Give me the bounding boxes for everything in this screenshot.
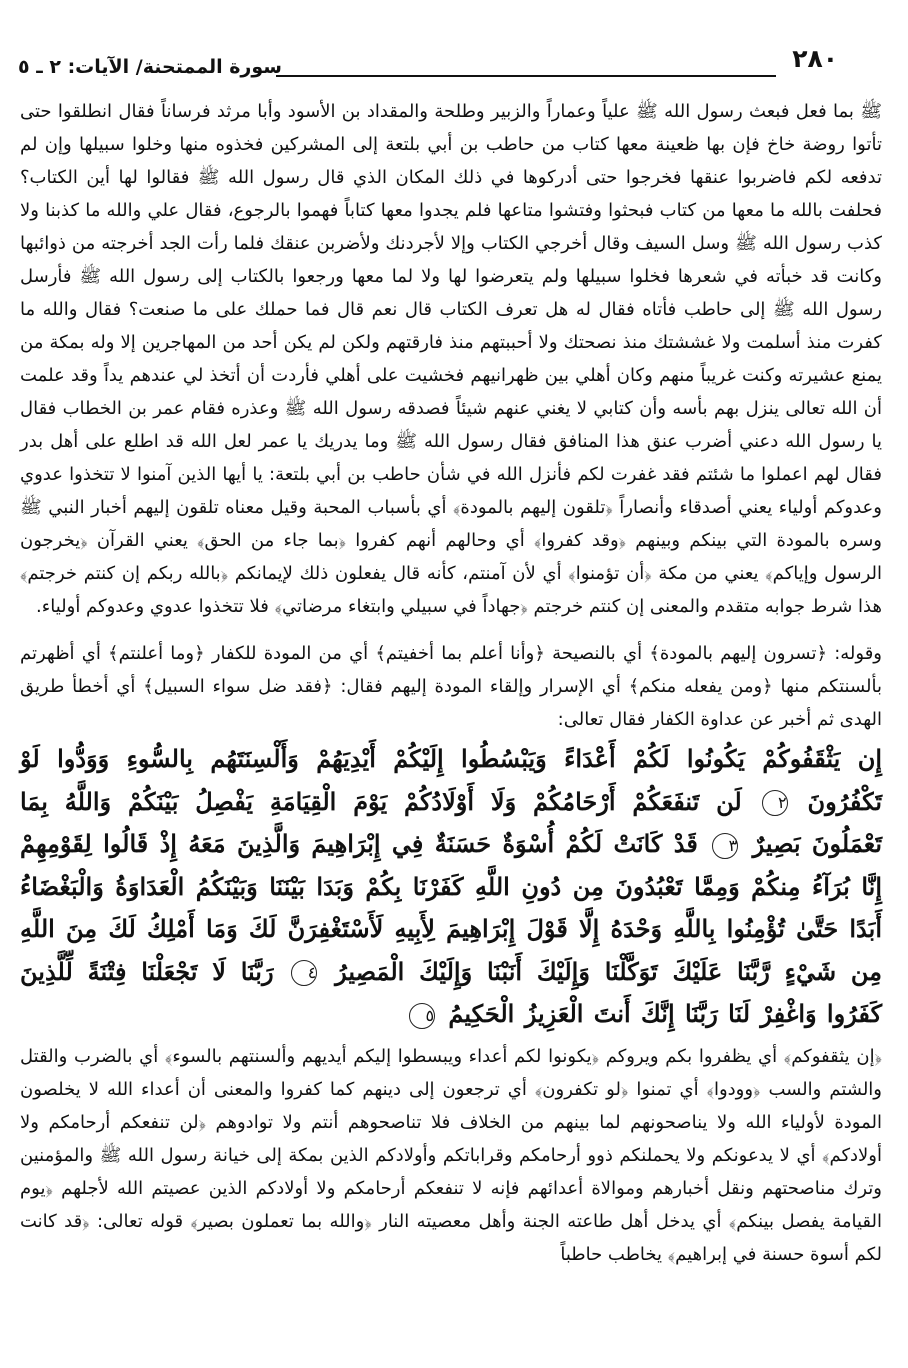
verse-number-marker: ٢	[762, 790, 788, 816]
quran-verse-2: إِن يَثْقَفُوكُمْ يَكُونُوا لَكُمْ أَعْدَاءً وَيَبْسُطُوا إِلَيْكُمْ أَيْدِيَهُمْ وَأَلْسِنَتَهُم بِالسُّوءِ وَوَدُّوا لَوْ تَكْفُرُونَ	[20, 744, 882, 816]
commentary-paragraph-3: ﴿إن يثقفوكم﴾ أي يظفروا بكم ويروكم ﴿يكونوا لكم أعداء ويبسطوا إليكم أيديهم وألسنتهم بالسوء﴾ أي بالضرب والقتل والشتم والسب ﴿وودوا﴾ أي تمنوا ﴿لو تكفرون﴾ أي ترجعون إلى دينهم كما كفروا والمعنى أن أعداء الله لا يخلصون المودة لأولياء الله ولا يناصحونهم لما بينهم من الخلاف فلا تناصحوهم أنتم ولا توادوهم ﴿لن تنفعكم أرحامكم ولا أولادكم﴾ أي لا يدعونكم ولا يحملنكم ذوو أرحامكم وقراباتكم وأولادكم الذين بمكة إلى خيانة رسول الله ﷺ والمؤمنين وترك مناصحتهم ونقل أخبارهم وموالاة أعدائهم فإنه لا تنفعكم أرحامكم ولا أولادكم الذين عصيتم الله لأجلهم ﴿يوم القيامة يفصل بينكم﴾ أي يدخل أهل طاعته الجنة وأهل معصيته النار ﴿والله بما تعملون بصير﴾ قوله تعالى: ﴿قد كانت لكم أسوة حسنة في إبراهيم﴾ يخاطب حاطباً	[20, 1045, 882, 1265]
quran-verse-4: قَدْ كَانَتْ لَكُمْ أُسْوَةٌ حَسَنَةٌ فِي إِبْرَاهِيمَ وَالَّذِينَ مَعَهُ إِذْ قَالُوا لِقَوْمِهِمْ إِنَّا بُرَآءُ مِنكُمْ وَمِمَّا تَعْبُدُونَ مِن دُونِ اللَّهِ كَفَرْنَا بِكُمْ وَبَدَا بَيْنَنَا وَبَيْنَكُمُ الْعَدَاوَةُ وَالْبَغْضَاءُ أَبَدًا حَتَّىٰ تُؤْمِنُوا بِاللَّهِ وَحْدَهُ إِلَّا قَوْلَ إِبْرَاهِيمَ لِأَبِيهِ لَأَسْتَغْفِرَنَّ لَكَ وَمَا أَمْلِكُ لَكَ مِنَ اللَّهِ مِن شَيْءٍ رَّبَّنَا عَلَيْكَ تَوَكَّلْنَا وَإِلَيْكَ أَنَبْنَا وَإِلَيْكَ الْمَصِيرُ	[20, 829, 882, 986]
paragraph-gap	[20, 623, 882, 637]
page-number: ٢٨٠	[792, 44, 838, 73]
quran-verse-5: رَبَّنَا لَا تَجْعَلْنَا فِتْنَةً لِّلَّذِينَ كَفَرُوا وَاغْفِرْ لَنَا رَبَّنَا إِنَّكَ أَنتَ الْعَزِيزُ الْحَكِيمُ	[20, 956, 882, 1028]
header-rule	[276, 75, 776, 77]
verse-number-marker: ٥	[409, 1003, 435, 1029]
quran-verses-block	[20, 736, 882, 1040]
verse-number-marker: ٤	[291, 960, 317, 986]
verse-number-marker: ٣	[712, 833, 738, 859]
quran-verse-3: لَن تَنفَعَكُمْ أَرْحَامُكُمْ وَلَا أَوْلَادُكُمْ يَوْمَ الْقِيَامَةِ يَفْصِلُ بَيْنَكُمْ وَاللَّهُ بِمَا تَعْمَلُونَ بَصِيرٌ	[20, 786, 883, 858]
page-header	[18, 44, 838, 84]
running-title: سورة الممتحنة/ الآيات: ٢ ـ ٥	[18, 56, 282, 78]
commentary-paragraph-1: ﷺ بما فعل فبعث رسول الله ﷺ علياً وعماراً والزبير وطلحة والمقداد بن الأسود وأبا مرثد فرساناً فقال انطلقوا حتى تأتوا روضة خاخ فإن بها ظعينة معها كتاب من حاطب بن أبي بلتعة إلى المشركين فخذوه منها وخلوا سبيلها وإن لم تدفعه لكم فاضربوا عنقها فخرجوا حتى أدركوها في ذلك المكان الذي قال رسول الله ﷺ فقالوا لها أين الكتاب؟ فحلفت بالله ما معها من كتاب فبحثوا وفتشوا متاعها فلم يجدوا معها كتاباً فهموا بالرجوع، فقال علي والله ما كذبنا ولا كذب رسول الله ﷺ وسل السيف وقال أخرجي الكتاب وإلا لأجردنك ولأضربن عنقك فلما رأت الجد أخرجته من ذوائبها وكانت قد خبأته في شعرها فخلوا سبيلها ولم يتعرضوا لها ولا لما معها ورجعوا بالكتاب إلى رسول الله ﷺ فأرسل رسول الله ﷺ إلى حاطب فأتاه فقال له هل تعرف الكتاب قال نعم قال فما حملك على ما صنعت؟ فقال والله ما كفرت منذ أسلمت ولا غششتك منذ نصحتك ولا أحببتهم منذ فارقتهم ولكن لم يكن أحد من المهاجرين إلا وله بمكة من يمنع عشيرته وكنت غريباً منهم وكان أهلي بين ظهرانيهم فخشيت على أهلي فأردت أن أتخذ لي عندهم يداً وقد علمت أن الله تعالى ينزل بهم بأسه وأن كتابي لا يغني عنهم شيئاً فصدقه رسول الله ﷺ وعذره فقام عمر بن الخطاب فقال يا رسول الله دعني أضرب عنق هذا المنافق فقال رسول الله ﷺ وما يدريك يا عمر لعل الله قد اطلع على أهل بدر فقال لهم اعملوا ما شئتم فقد غفرت لكم فأنزل الله في شأن حاطب بن أبي بلتعة: يا أيها الذين آمنوا لا تتخذوا عدوي وعدوكم أولياء يعني أصدقاء وأنصاراً ﴿تلقون إليهم بالمودة﴾ أي بأسباب المحبة وقيل معناه تلقون إليهم أخبار النبي ﷺ وسره بالمودة التي بينكم وبينهم ﴿وقد كفروا﴾ أي وحالهم أنهم كفروا ﴿بما جاء من الحق﴾ يعني القرآن ﴿يخرجون الرسول وإياكم﴾ يعني من مكة ﴿أن تؤمنوا﴾ أي لأن آمنتم، كأنه قال يفعلون ذلك لإيمانكم ﴿بالله ربكم إن كنتم خرجتم﴾ هذا شرط جوابه متقدم والمعنى إن كنتم خرجتم ﴿جهاداً في سبيلي وابتغاء مرضاتي﴾ فلا تتخذوا عدوي وعدوكم أولياء.	[20, 101, 882, 617]
page-body	[20, 95, 882, 1271]
commentary-paragraph-2: وقوله: ﴿تسرون إليهم بالمودة﴾ أي بالنصيحة ﴿وأنا أعلم بما أخفيتم﴾ أي من المودة للكفار ﴿وما أعلنتم﴾ أي أظهرتم بألسنتكم منها ﴿ومن يفعله منكم﴾ أي الإسرار وإلقاء المودة إليهم فقال: ﴿فقد ضل سواء السبيل﴾ أي أخطأ طريق الهدى ثم أخبر عن عداوة الكفار فقال تعالى:	[20, 643, 882, 730]
